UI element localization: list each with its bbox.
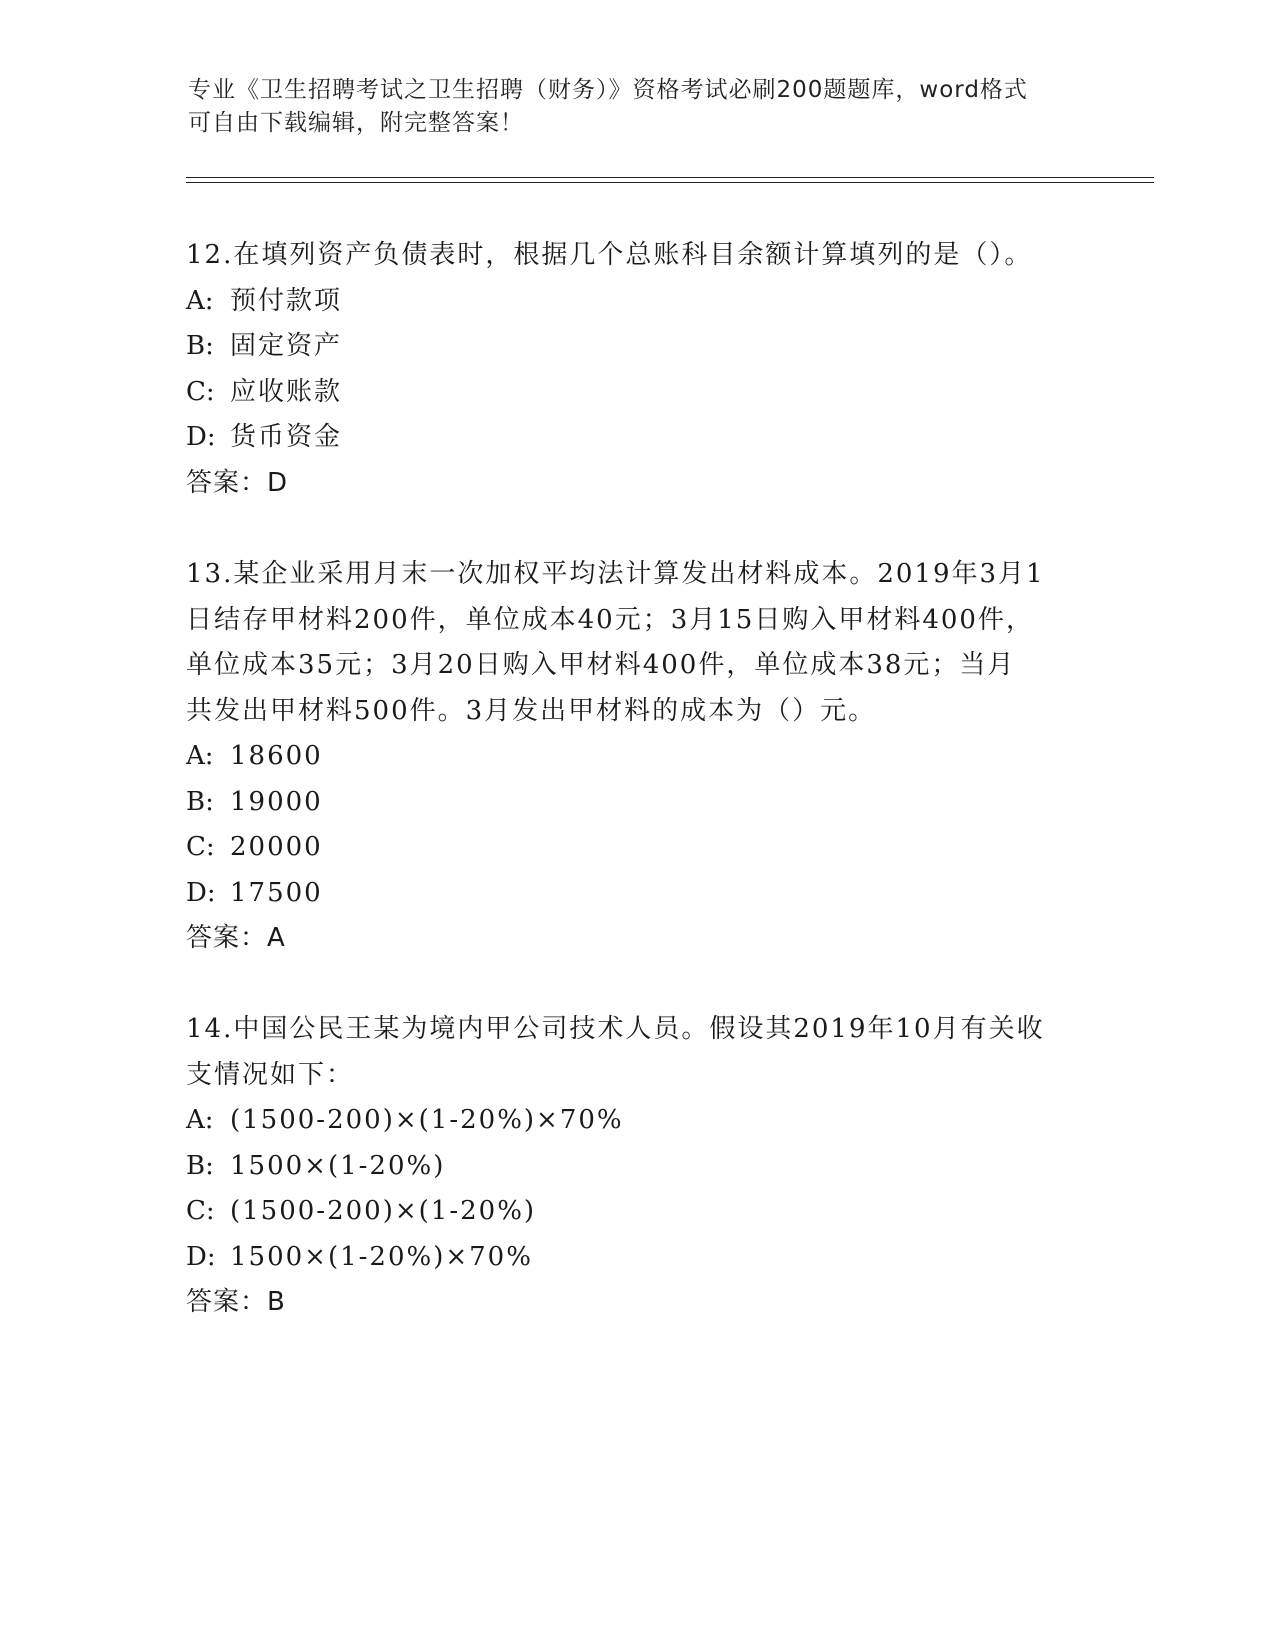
question-14: [186, 1007, 1086, 1326]
option-letter: C:: [186, 376, 215, 407]
option-a: [186, 279, 1086, 325]
option-letter: B:: [186, 786, 214, 817]
option-text: 1500×(1-20%)×70%: [230, 1241, 533, 1272]
option-a: [186, 734, 1086, 780]
question-stem-line-2: 日结存甲材料200件，单位成本40元；3月15日购入甲材料400件，: [186, 604, 1034, 635]
option-c: [186, 825, 1086, 871]
question-stem-line-1: 13.某企业采用月末一次加权平均法计算发出材料成本。2019年3月1: [186, 559, 1045, 589]
option-text: 1500×(1-20%): [230, 1150, 446, 1181]
question-stem-line-3: 单位成本35元；3月20日购入甲材料400件，单位成本38元；当月: [186, 650, 1016, 680]
option-text: 预付款项: [230, 285, 343, 316]
answer-line: 答案：B: [186, 1287, 286, 1317]
option-text: 18600: [230, 741, 323, 771]
option-c: [186, 1189, 1086, 1235]
header-line-1: 专业《卫生招聘考试之卫生招聘（财务）》资格考试必刷200题题库，word格式: [188, 77, 1028, 103]
option-letter: D:: [186, 1241, 216, 1272]
option-letter: C:: [186, 832, 215, 862]
option-d: [186, 871, 1086, 917]
question-stem: 12.在填列资产负债表时，根据几个总账科目余额计算填列的是（）。: [186, 240, 1033, 270]
option-letter: D:: [186, 422, 216, 452]
option-a: [186, 1098, 1086, 1144]
question-12: [186, 233, 1086, 506]
option-letter: B:: [186, 331, 214, 361]
option-text: (1500-200)×(1-20%)×70%: [230, 1105, 624, 1135]
option-letter: B:: [186, 1150, 214, 1181]
option-b: [186, 1144, 1086, 1190]
option-letter: C:: [186, 1196, 215, 1226]
option-letter: A:: [186, 1105, 214, 1135]
header-line-2: 可自由下载编辑，附完整答案！: [188, 110, 524, 136]
header-divider-top: [186, 177, 1154, 178]
answer-line: 答案：D: [186, 467, 289, 498]
option-letter: A:: [186, 285, 214, 316]
option-b: [186, 324, 1086, 370]
question-stem-line-2: 支情况如下：: [186, 1059, 355, 1090]
option-text: (1500-200)×(1-20%): [230, 1196, 537, 1226]
answer-line: 答案：A: [186, 923, 286, 953]
question-stem-line-4: 共发出甲材料500件。3月发出甲材料的成本为（）元。: [186, 695, 877, 726]
option-c: [186, 370, 1086, 416]
option-d: [186, 415, 1086, 461]
option-text: 19000: [230, 786, 323, 817]
option-letter: A:: [186, 741, 214, 771]
option-d: [186, 1235, 1086, 1281]
document-header: [188, 74, 1068, 140]
header-divider-bottom: [186, 182, 1154, 183]
question-13: [186, 552, 1086, 962]
option-text: 货币资金: [230, 422, 343, 452]
question-stem-line-1: 14.中国公民王某为境内甲公司技术人员。假设其2019年10月有关收: [186, 1014, 1045, 1044]
option-b: [186, 780, 1086, 826]
option-letter: D:: [186, 877, 216, 908]
option-text: 固定资产: [230, 331, 343, 361]
option-text: 20000: [230, 832, 323, 862]
option-text: 应收账款: [230, 376, 343, 407]
option-text: 17500: [230, 877, 323, 908]
